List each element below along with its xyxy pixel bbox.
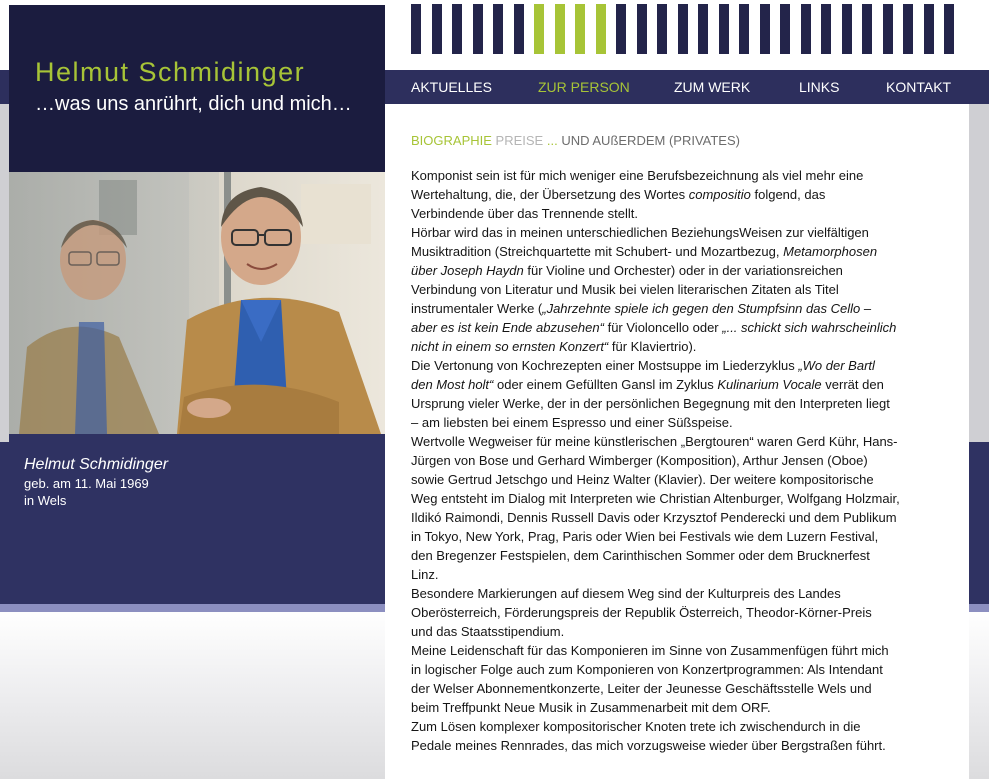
- bio-line: instrumentaler Werke („Jahrzehnte spiele ich gegen den Stumpfsinn das Cello –: [411, 301, 872, 316]
- piano-key: [637, 4, 647, 54]
- nav-item-links[interactable]: LINKS: [799, 79, 840, 95]
- profile-birthdate: geb. am 11. Mai 1969: [24, 476, 149, 491]
- subnav-biographie[interactable]: BIOGRAPHIE: [411, 133, 492, 148]
- piano-key: [780, 4, 790, 54]
- piano-key: [411, 4, 421, 54]
- bio-line: beim Treffpunkt Neue Musik in Zusammenarbeit mit dem ORF.: [411, 700, 771, 715]
- bio-line: Verbindende über das Trennende stellt.: [411, 206, 638, 221]
- main-content: [385, 104, 969, 779]
- bio-line: aber es ist kein Ende abzusehen“ für Violoncello oder „... schickt sich wahrscheinlich: [411, 320, 897, 335]
- bio-line: Weg entsteht im Dialog mit Interpreten wie Christian Altenburger, Wolfgang Holzmair,: [411, 491, 900, 506]
- site-tagline: …was uns anrührt, dich und mich…: [35, 93, 352, 115]
- piano-key: [473, 4, 483, 54]
- bio-line: Die Vertonung von Kochrezepten einer Mostsuppe im Liederzyklus „Wo der Bartl: [411, 358, 875, 373]
- subnav-separator: ...: [546, 133, 558, 148]
- bio-line: der Welser Abonnementkonzerte, Leiter der Jeunesse Geschäftsstelle Wels und: [411, 681, 872, 696]
- subnav-preise[interactable]: PREISE: [495, 133, 544, 148]
- profile-caption: [9, 434, 385, 524]
- piano-key: [555, 4, 565, 54]
- piano-key: [862, 4, 872, 54]
- nav-item-aktuelles[interactable]: AKTUELLES: [411, 79, 492, 95]
- piano-key: [944, 4, 954, 54]
- piano-key: [821, 4, 831, 54]
- portrait-photo: [9, 172, 385, 434]
- piano-key: [903, 4, 913, 54]
- nav-item-kontakt[interactable]: KONTAKT: [886, 79, 952, 95]
- piano-key: [657, 4, 667, 54]
- bio-line: Jürgen von Bose und Gerhard Wimberger (Komposition), Arthur Jensen (Oboe): [411, 453, 868, 468]
- piano-key: [801, 4, 811, 54]
- piano-key: [452, 4, 462, 54]
- bio-line: Musiktradition (Streichquartette mit Schubert- und Mozartbezug, Metamorphosen: [411, 244, 878, 259]
- sub-nav: [411, 133, 740, 148]
- nav-item-zum-werk[interactable]: ZUM WERK: [674, 79, 751, 95]
- bio-line: und das Staatsstipendium.: [411, 624, 565, 639]
- piano-key: [842, 4, 852, 54]
- piano-key: [883, 4, 893, 54]
- bio-line: Linz.: [411, 567, 439, 582]
- piano-key: [514, 4, 524, 54]
- nav-item-zur-person[interactable]: ZUR PERSON: [538, 79, 630, 95]
- bio-line: Pedale meines Rennrades, das mich vorzugsweise wieder über Bergstraßen führt.: [411, 738, 886, 753]
- piano-key: [616, 4, 626, 54]
- bio-line: über Joseph Haydn für Violine und Orchester) oder in der variationsreichen: [411, 263, 843, 278]
- bio-line: Wertehaltung, die, der Übersetzung des Wortes compositio folgend, das: [411, 187, 826, 202]
- profile-birthplace: in Wels: [24, 493, 67, 508]
- piano-key: [493, 4, 503, 54]
- main-nav: [385, 70, 969, 104]
- bio-line: in logischer Folge auch zum Komponieren von Konzertprogrammen: Als Intendant: [411, 662, 883, 677]
- piano-keys-decoration: [411, 4, 951, 54]
- bio-line: Oberösterreich, Förderungspreis der Republik Österreich, Theodor-Körner-Preis: [411, 605, 872, 620]
- bio-line: in Tokyo, New York, Prag, Paris oder Wien bei Festivals wie dem Luzern Festival,: [411, 529, 879, 544]
- subnav-ausserdem[interactable]: UND AUßERDEM (PRIVATES): [561, 133, 740, 148]
- piano-key: [432, 4, 442, 54]
- bio-line: Zum Lösen komplexer kompositorischer Knoten trete ich zwischendurch in die: [411, 719, 861, 734]
- piano-key: [575, 4, 585, 54]
- bio-line: Besondere Markierungen auf diesem Weg sind der Kulturpreis des Landes: [411, 586, 841, 601]
- site-title: Helmut Schmidinger: [35, 57, 306, 87]
- piano-key: [760, 4, 770, 54]
- piano-key: [698, 4, 708, 54]
- bio-line: den Bregenzer Festspielen, dem Carinthischen Sommer oder dem Brucknerfest: [411, 548, 870, 563]
- site-logo[interactable]: [9, 5, 385, 172]
- bio-line: – am liebsten bei einem Espresso und einer Süßspeise.: [411, 415, 733, 430]
- piano-key: [719, 4, 729, 54]
- portrait-illustration: [9, 172, 385, 434]
- piano-key: [596, 4, 606, 54]
- bio-line: den Most holt“ oder einem Gefüllten Gansl im Zyklus Kulinarium Vocale verrät den: [411, 377, 884, 392]
- bio-line: sowie Gertrud Jetschgo und Heinz Walter (Klavier). Der weitere kompositorische: [411, 472, 874, 487]
- piano-key: [678, 4, 688, 54]
- piano-key: [924, 4, 934, 54]
- bio-line: Ildikó Raimondi, Dennis Russell Davis oder Krzysztof Penderecki und dem Publikum: [411, 510, 897, 525]
- bio-line: Meine Leidenschaft für das Komponieren im Sinne von Zusammenfügen führt mich: [411, 643, 889, 658]
- bio-line: Verbindung von Literatur und Musik bei vielen literarischen Zitaten als Titel: [411, 282, 839, 297]
- piano-key: [739, 4, 749, 54]
- piano-key: [534, 4, 544, 54]
- bio-line: Wertvolle Wegweiser für meine künstlerischen „Bergtouren“ waren Gerd Kühr, Hans-: [411, 434, 898, 449]
- bio-line: nicht in einem so ernsten Konzert“ für Klaviertrio).: [411, 339, 697, 354]
- bio-line: Ursprung vieler Werke, der in der persönlichen Begegnung mit den Interpreten liegt: [411, 396, 890, 411]
- profile-name: Helmut Schmidinger: [24, 456, 169, 473]
- bio-line: Komponist sein ist für mich weniger eine Berufsbezeichnung als viel mehr eine: [411, 168, 864, 183]
- bio-line: Hörbar wird das in meinen unterschiedlichen BeziehungsWeisen zur vielfältigen: [411, 225, 869, 240]
- biography-text: [411, 166, 951, 755]
